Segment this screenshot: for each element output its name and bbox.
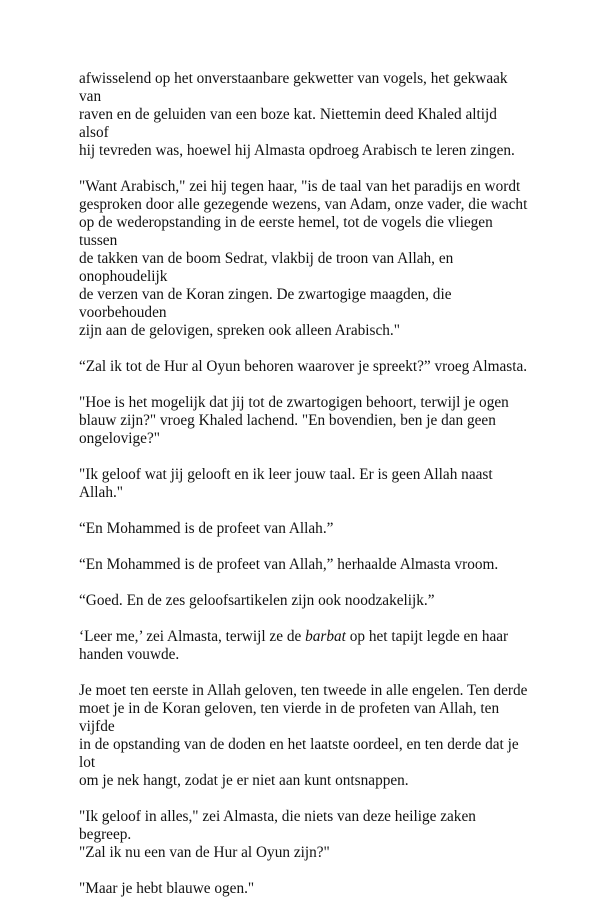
paragraph: "Maar je hebt blauwe ogen." xyxy=(79,880,255,897)
paragraph: afwisselend op het onverstaanbare gekwetter van vogels, het gekwaak van raven en de geluiden van een boze kat. Niettemin deed Khaled altijd alsof hij tevreden was, hoewel hij Almasta opdroeg Arabisch te leren zingen. xyxy=(79,70,515,159)
paragraph: Je moet ten eerste in Allah geloven, ten tweede in alle engelen. Ten derde moet je in de Koran geloven, ten vierde in de profeten van Allah, ten vijfde in de opstanding van de doden en het laatste oordeel, en ten derde dat je lot om je nek hangt, zodat je er niet aan kunt ontsnappen. xyxy=(79,682,528,789)
paragraph: "Ik geloof wat jij gelooft en ik leer jouw taal. Er is geen Allah naast Allah." xyxy=(79,466,493,501)
italic-term: barbat xyxy=(305,628,346,645)
paragraph xyxy=(79,628,529,664)
paragraph-text: op het tapijt legde en haar handen vouwde. xyxy=(79,628,509,663)
paragraph: “Zal ik tot de Hur al Oyun behoren waarover je spreekt?” vroeg Almasta. xyxy=(79,358,528,375)
document-page xyxy=(79,70,529,916)
paragraph: "Want Arabisch," zei hij tegen haar, "is de taal van het paradijs en wordt gesproken door alle gezegende wezens, van Adam, onze vader, die wacht op de wederopstanding in de eerste hemel, tot de vogels die vliegen tussen de takken van de boom Sedrat, vlakbij de troon van Allah, en onophoudelijk de verzen van de Koran zingen. De zwartogige maagden, die voorbehouden zijn aan de gelovigen, spreken ook alleen Arabisch." xyxy=(79,178,528,339)
paragraph: “Goed. En de zes geloofsartikelen zijn ook noodzakelijk.” xyxy=(79,592,435,609)
paragraph: "Hoe is het mogelijk dat jij tot de zwartogigen behoort, terwijl je ogen blauw zijn?" vroeg Khaled lachend. "En bovendien, ben je dan geen ongelovige?" xyxy=(79,394,509,447)
paragraph-text: ‘Leer me,’ zei Almasta, terwijl ze de xyxy=(79,628,306,645)
paragraph: “En Mohammed is de profeet van Allah.” xyxy=(79,520,334,537)
paragraph: "Ik geloof in alles," zei Almasta, die niets van deze heilige zaken begreep. "Zal ik nu een van de Hur al Oyun zijn?" xyxy=(79,808,476,861)
paragraph: “En Mohammed is de profeet van Allah,” herhaalde Almasta vroom. xyxy=(79,556,499,573)
